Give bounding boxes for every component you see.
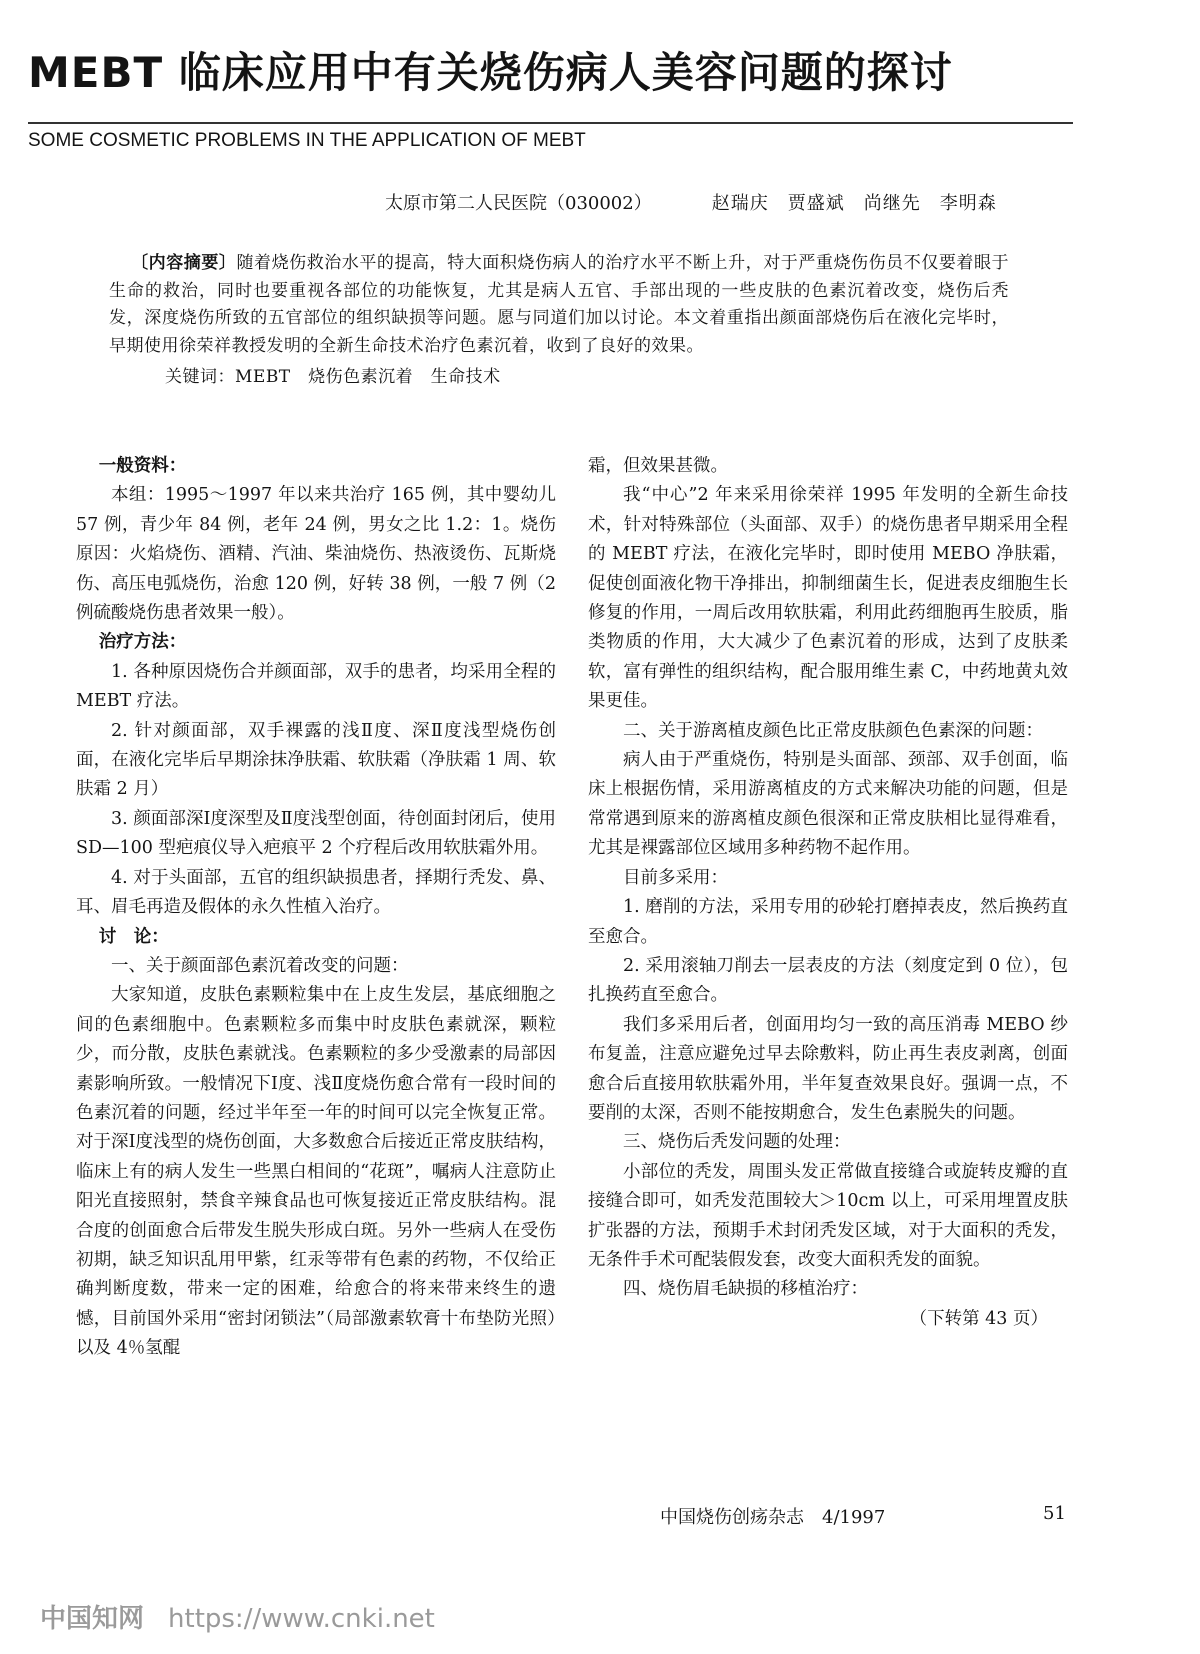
authors: 赵瑞庆 贾盛斌 尚继先 李明森 <box>711 193 997 214</box>
watermark <box>40 1598 435 1635</box>
paragraph: 病人由于严重烧伤，特别是头面部、颈部、双手创面，临床上根据伤情，采用游离植皮的方式来解决功能的问题，但是常常遇到原来的游离植皮颜色很深和正常皮肤相比显得难看，尤其是裸露部位区域用多种药物不起作用。 <box>588 750 1068 859</box>
watermark-url: https://www.cnki.net <box>168 1604 435 1634</box>
paragraph: 目前多采用： <box>623 867 728 888</box>
list-item: 1. 各种原因烧伤合并颜面部，双手的患者，均采用全程的 MEBT 疗法。 <box>76 661 556 712</box>
left-column <box>76 452 556 1364</box>
page-footer <box>660 1503 1080 1529</box>
journal-name: 中国烧伤创疡杂志 4/1997 <box>660 1507 886 1528</box>
paragraph: 我“中心”2 年来采用徐荣祥 1995 年发明的全新生命技术，针对特殊部位（头面部、双手）的烧伤患者早期采用全程的 MEBT 疗法，在液化完毕时，即时使用 MEBO 净肤霜，促使创面液化物干净排出，抑制细菌生长，促进表皮细胞生长修复的作用，一周后改用软肤霜，利用此药细胞再生胶质，脂类物质的作用，大大减少了色素沉着的形成，达到了皮肤柔软，富有弹性的组织结构，配合服用维生素 C，中药地黄丸效果更佳。 <box>588 485 1068 712</box>
keywords: 关键词：MEBT 烧伤色素沉着 生命技术 <box>165 367 501 387</box>
list-item: 1. 磨削的方法，采用专用的砂轮打磨掉表皮，然后换药直至愈合。 <box>588 897 1068 947</box>
list-item: 3. 颜面部深Ⅰ度深型及Ⅱ度浅型创面，待创面封闭后，使用 SD—100 型疤痕仪导入疤痕平 2 个疗程后改用软肤霜外用。 <box>76 808 556 859</box>
list-item: 2. 针对颜面部，双手裸露的浅Ⅱ度、深Ⅱ度浅型烧伤创面，在液化完毕后早期涂抹净肤霜、软肤霜（净肤霜 1 周、软肤霜 2 月） <box>76 720 556 800</box>
list-item: 4. 对于头面部，五官的组织缺损患者，择期行秃发、鼻、耳、眉毛再造及假体的永久性植入治疗。 <box>76 867 556 918</box>
abstract-label: 〔内容摘要〕 <box>131 253 237 273</box>
paragraph: 大家知道，皮肤色素颗粒集中在上皮生发层，基底细胞之间的色素细胞中。色素颗粒多而集中时皮肤色素就深，颗粒少，而分散，皮肤色素就浅。色素颗粒的多少受激素的局部因素影响所致。一般情况下Ⅰ度、浅Ⅱ度烧伤愈合常有一段时间的色素沉着的问题，经过半年至一年的时间可以完全恢复正常。对于深Ⅰ度浅型的烧伤创面，大多数愈合后接近正常皮肤结构，临床上有的病人发生一些黑白相间的“花斑”，嘱病人注意防止阳光直接照射，禁食辛辣食品也可恢复接近正常皮肤结构。混合度的创面愈合后带发生脱失形成白斑。另外一些病人在受伤初期，缺乏知识乱用甲紫，红汞等带有色素的药物，不仅给正确判断度数，带来一定的困难，给愈合的将来带来终生的遗憾，目前国外采用“密封闭锁法”（局部激素软膏十布垫防光照）以及 4％氢醌 <box>76 985 556 1359</box>
section-heading-discussion: 讨 论： <box>98 926 169 947</box>
abstract-body <box>109 250 1009 360</box>
section-heading-general: 一般资料： <box>98 456 187 476</box>
title-divider <box>28 122 1073 124</box>
paragraph: 本组：1995～1997 年以来共治疗 165 例，其中婴幼儿 57 例，青少年 84 例，老年 24 例，男女之比 1.2：1。烧伤原因：火焰烧伤、酒精、汽油、柴油烧伤、热液烫伤、瓦斯烧伤、高压电弧烧伤，治愈 120 例，好转 38 例，一般 7 例（2 例硫酸烧伤患者效果一般）。 <box>76 485 556 624</box>
affiliation: 太原市第二人民医院（030002） <box>385 193 652 214</box>
right-column <box>588 452 1068 1334</box>
paragraph: 小部位的秃发，周围头发正常做直接缝合或旋转皮瓣的直接缝合即可，如秃发范围较大＞10cm 以上，可采用埋置皮肤扩张器的方法，预期手术封闭秃发区域，对于大面积的秃发，无条件手术可配装假发套，改变大面积秃发的面貌。 <box>588 1161 1068 1270</box>
abstract-text: 随着烧伤救治水平的提高，特大面积烧伤病人的治疗水平不断上升，对于严重烧伤伤员不仅要着眼于生命的救治，同时也要重视各部位的功能恢复，尤其是病人五官、手部出现的一些皮肤的色素沉着改变，烧伤后秃发，深度烧伤所致的五官部位的组织缺损等问题。愿与同道们加以讨论。本文着重指出颜面部烧伤后在液化完毕时，早期使用徐荣祥教授发明的全新生命技术治疗色素沉着，收到了良好的效果。 <box>109 253 1010 356</box>
subheading: 四、烧伤眉毛缺损的移植治疗： <box>623 1279 868 1300</box>
watermark-site-name: 中国知网 <box>40 1604 145 1634</box>
page-title: MEBT 临床应用中有关烧伤病人美容问题的探讨 <box>28 48 953 97</box>
abstract <box>109 250 1009 392</box>
byline <box>385 189 1095 215</box>
continued-note: （下转第 43 页） <box>909 1308 1048 1329</box>
page-number: 51 <box>1043 1503 1066 1524</box>
subheading: 二、关于游离植皮颜色比正常皮肤颜色色素深的问题： <box>623 720 1043 741</box>
paragraph: 霜，但效果甚微。 <box>588 456 728 476</box>
list-item: 2. 采用滚轴刀削去一层表皮的方法（刻度定到 0 位），包扎换药直至愈合。 <box>588 955 1068 1006</box>
english-title: SOME COSMETIC PROBLEMS IN THE APPLICATION OF MEBT <box>28 130 586 151</box>
subheading: 三、烧伤后秃发问题的处理： <box>623 1132 851 1153</box>
subheading: 一、关于颜面部色素沉着改变的问题： <box>111 955 409 976</box>
paragraph: 我们多采用后者，创面用均匀一致的高压消毒 MEBO 纱布复盖，注意应避免过早去除敷料，防止再生表皮剥离，创面愈合后直接用软肤霜外用，半年复查效果良好。强调一点，不要削的太深，否则不能按期愈合，发生色素脱失的问题。 <box>588 1014 1068 1123</box>
section-heading-treatment: 治疗方法： <box>98 632 187 653</box>
